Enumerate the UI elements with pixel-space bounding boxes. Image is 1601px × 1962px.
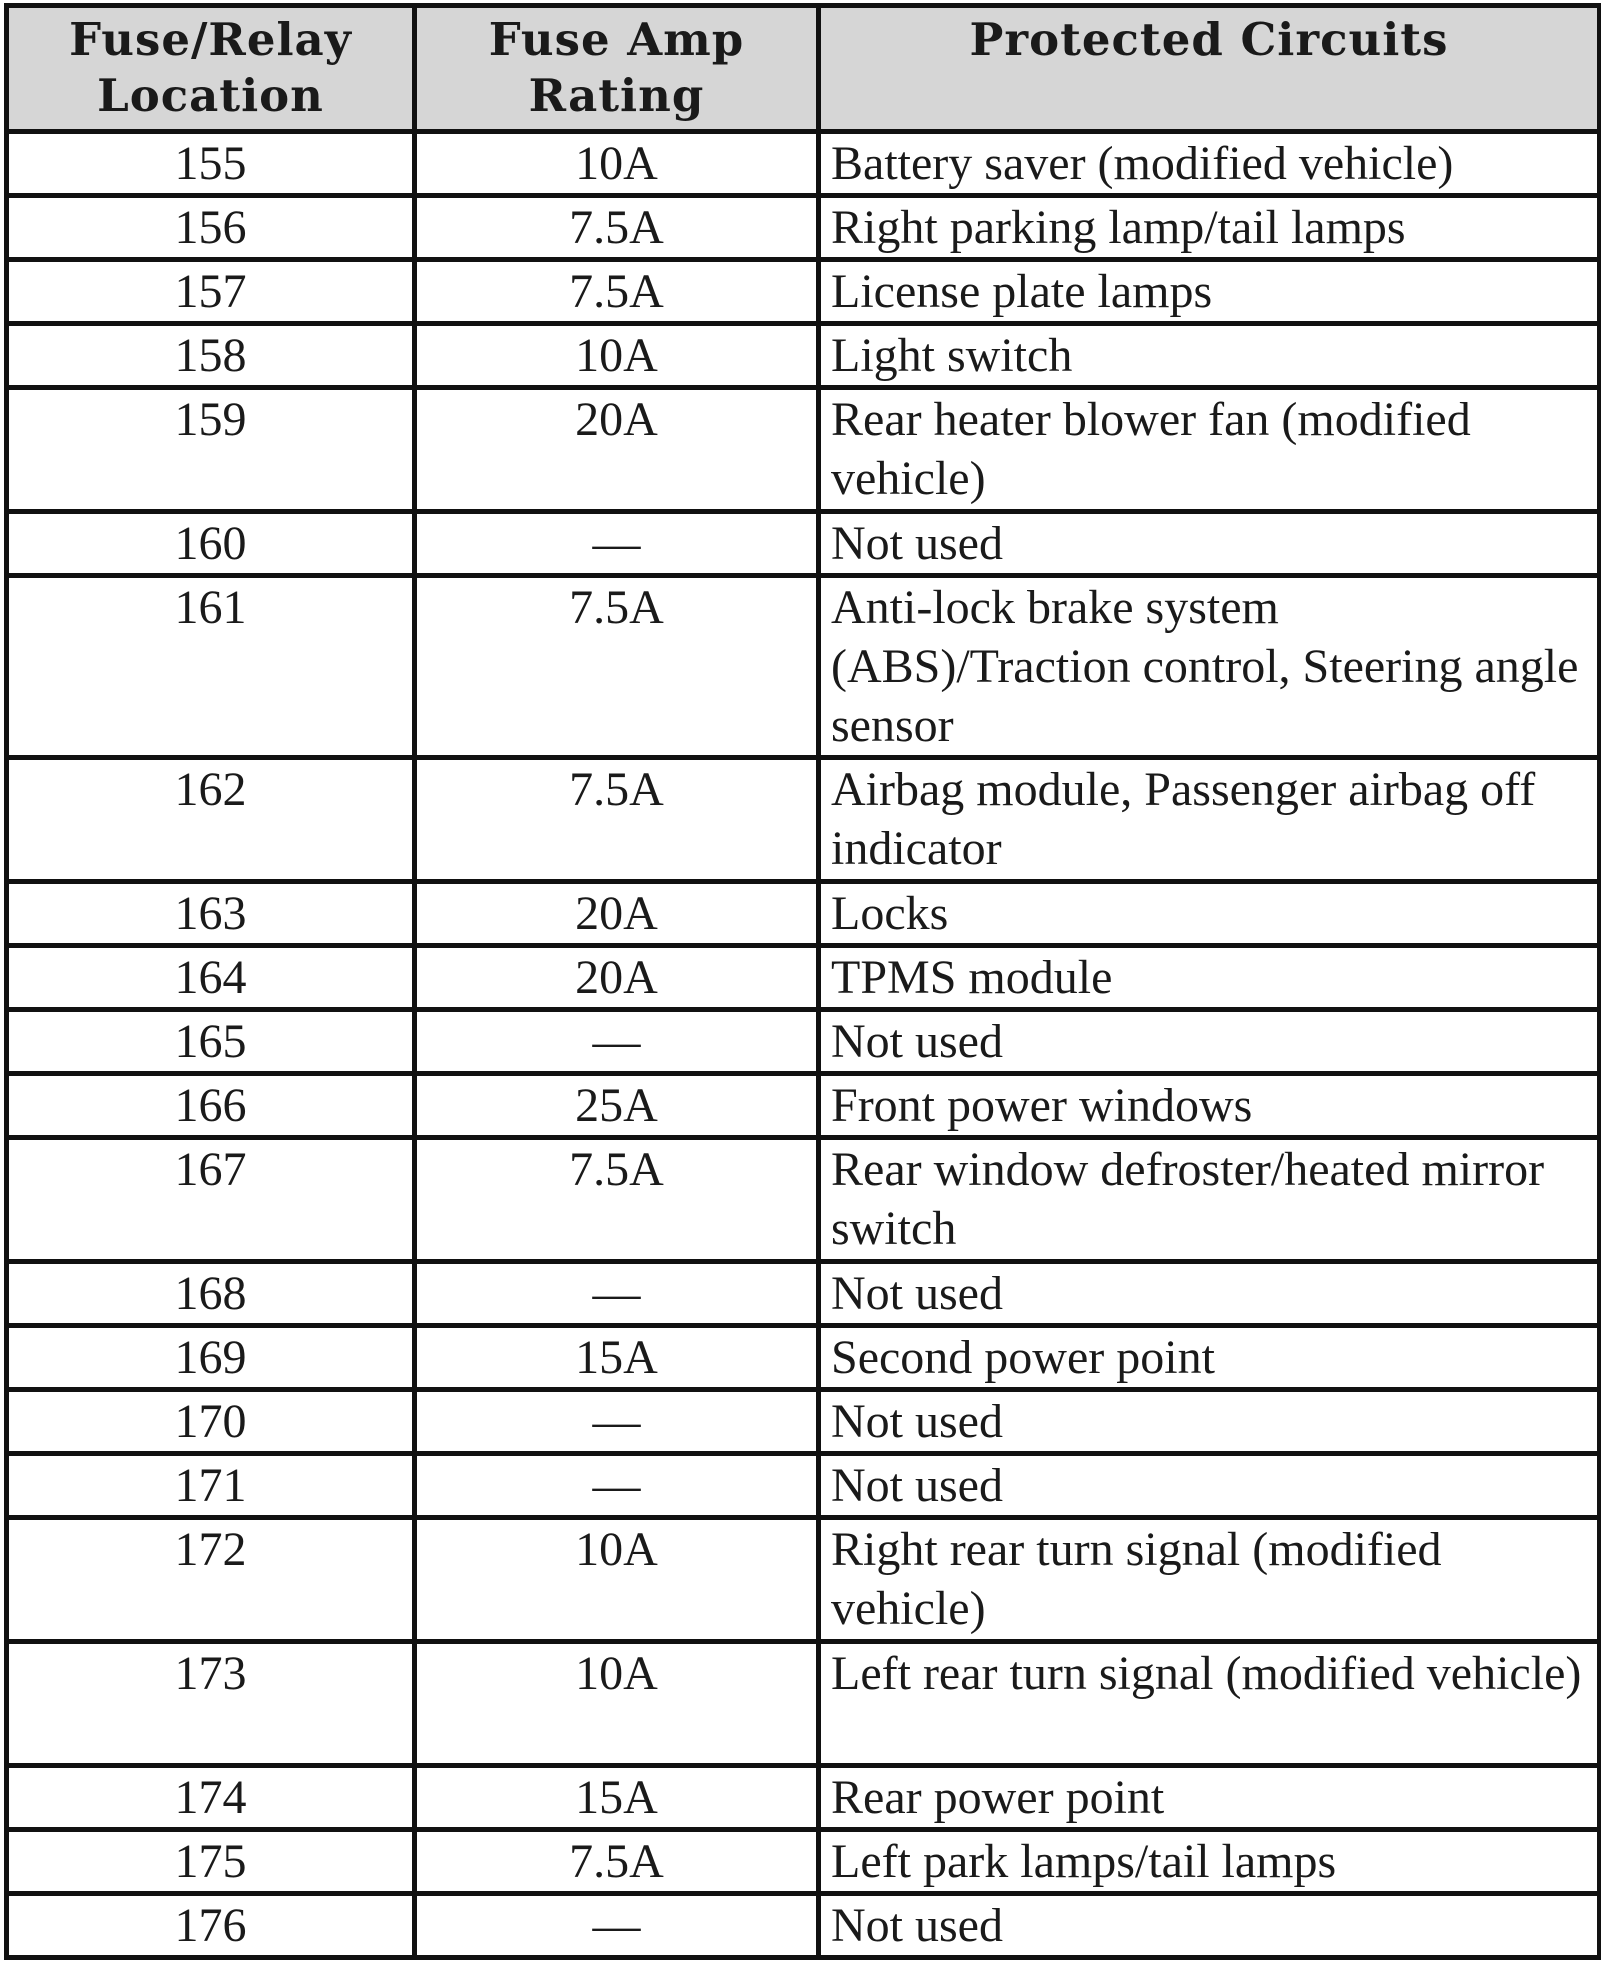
table-header-row (7, 6, 1600, 132)
cell-amp: 20A (415, 388, 819, 512)
header-amp-line1: Fuse Amp (488, 13, 745, 66)
cell-location: 157 (7, 260, 415, 324)
cell-location: 156 (7, 196, 415, 260)
table-row (7, 1642, 1600, 1766)
cell-location: 175 (7, 1830, 415, 1894)
cell-location: 166 (7, 1074, 415, 1138)
header-location-line1: Fuse/Relay (69, 13, 352, 66)
cell-circuit: Battery saver (modified vehicle) (819, 132, 1600, 196)
cell-amp: 7.5A (415, 1830, 819, 1894)
cell-amp: 20A (415, 946, 819, 1010)
cell-location: 167 (7, 1138, 415, 1262)
cell-location: 168 (7, 1262, 415, 1326)
cell-location: 169 (7, 1326, 415, 1390)
table-row (7, 1894, 1600, 1958)
cell-amp: 7.5A (415, 758, 819, 882)
table-row (7, 1390, 1600, 1454)
table-row (7, 1074, 1600, 1138)
cell-location: 161 (7, 576, 415, 758)
cell-circuit: Left rear turn signal (modified vehicle) (819, 1642, 1600, 1766)
cell-amp: — (415, 1262, 819, 1326)
cell-location: 163 (7, 882, 415, 946)
cell-circuit: Locks (819, 882, 1600, 946)
cell-circuit: Not used (819, 1894, 1600, 1958)
cell-location: 171 (7, 1454, 415, 1518)
cell-amp: 7.5A (415, 1138, 819, 1262)
cell-circuit: Not used (819, 1262, 1600, 1326)
cell-amp: — (415, 1010, 819, 1074)
cell-circuit: Front power windows (819, 1074, 1600, 1138)
table-row (7, 196, 1600, 260)
cell-location: 162 (7, 758, 415, 882)
cell-amp: 10A (415, 132, 819, 196)
header-amp-rating (415, 6, 819, 132)
table-row (7, 324, 1600, 388)
table-row (7, 1518, 1600, 1642)
cell-location: 172 (7, 1518, 415, 1642)
fuse-table (4, 3, 1601, 1960)
cell-location: 160 (7, 512, 415, 576)
cell-amp: 10A (415, 1642, 819, 1766)
table-row (7, 132, 1600, 196)
header-location-line2: Location (97, 69, 324, 122)
cell-circuit: Right rear turn signal (modified vehicle) (819, 1518, 1600, 1642)
table-row (7, 388, 1600, 512)
cell-circuit: Light switch (819, 324, 1600, 388)
header-amp-line2: Rating (528, 69, 705, 122)
table-row (7, 512, 1600, 576)
cell-location: 165 (7, 1010, 415, 1074)
cell-circuit: Airbag module, Passenger airbag off indicator (819, 758, 1600, 882)
cell-location: 174 (7, 1766, 415, 1830)
cell-amp: 15A (415, 1766, 819, 1830)
cell-location: 159 (7, 388, 415, 512)
cell-circuit: Not used (819, 1010, 1600, 1074)
table-row (7, 1010, 1600, 1074)
header-location (7, 6, 415, 132)
cell-amp: 7.5A (415, 576, 819, 758)
table-row (7, 1138, 1600, 1262)
cell-circuit: Rear heater blower fan (modified vehicle) (819, 388, 1600, 512)
table-row (7, 1830, 1600, 1894)
table-row (7, 1454, 1600, 1518)
cell-amp: — (415, 1390, 819, 1454)
table-row (7, 1766, 1600, 1830)
cell-amp: 15A (415, 1326, 819, 1390)
cell-amp: 7.5A (415, 260, 819, 324)
cell-amp: — (415, 1454, 819, 1518)
header-protected-circuits: Protected Circuits (819, 6, 1600, 132)
cell-circuit: Not used (819, 1390, 1600, 1454)
cell-circuit: Rear power point (819, 1766, 1600, 1830)
cell-amp: — (415, 512, 819, 576)
cell-circuit: Rear window defroster/heated mirror switch (819, 1138, 1600, 1262)
cell-location: 176 (7, 1894, 415, 1958)
cell-amp: 20A (415, 882, 819, 946)
cell-amp: 25A (415, 1074, 819, 1138)
cell-circuit: Not used (819, 1454, 1600, 1518)
cell-location: 158 (7, 324, 415, 388)
cell-circuit: TPMS module (819, 946, 1600, 1010)
cell-amp: 10A (415, 324, 819, 388)
cell-circuit: License plate lamps (819, 260, 1600, 324)
table-row (7, 946, 1600, 1010)
table-row (7, 576, 1600, 758)
cell-location: 164 (7, 946, 415, 1010)
table-row (7, 758, 1600, 882)
cell-location: 155 (7, 132, 415, 196)
cell-circuit: Not used (819, 512, 1600, 576)
cell-amp: 7.5A (415, 196, 819, 260)
table-row (7, 882, 1600, 946)
cell-circuit: Right parking lamp/tail lamps (819, 196, 1600, 260)
cell-amp: 10A (415, 1518, 819, 1642)
cell-circuit: Anti-lock brake system (ABS)/Traction control, Steering angle sensor (819, 576, 1600, 758)
cell-circuit: Left park lamps/tail lamps (819, 1830, 1600, 1894)
table-row (7, 1326, 1600, 1390)
cell-amp: — (415, 1894, 819, 1958)
table-row (7, 1262, 1600, 1326)
cell-location: 173 (7, 1642, 415, 1766)
cell-location: 170 (7, 1390, 415, 1454)
cell-circuit: Second power point (819, 1326, 1600, 1390)
table-row (7, 260, 1600, 324)
